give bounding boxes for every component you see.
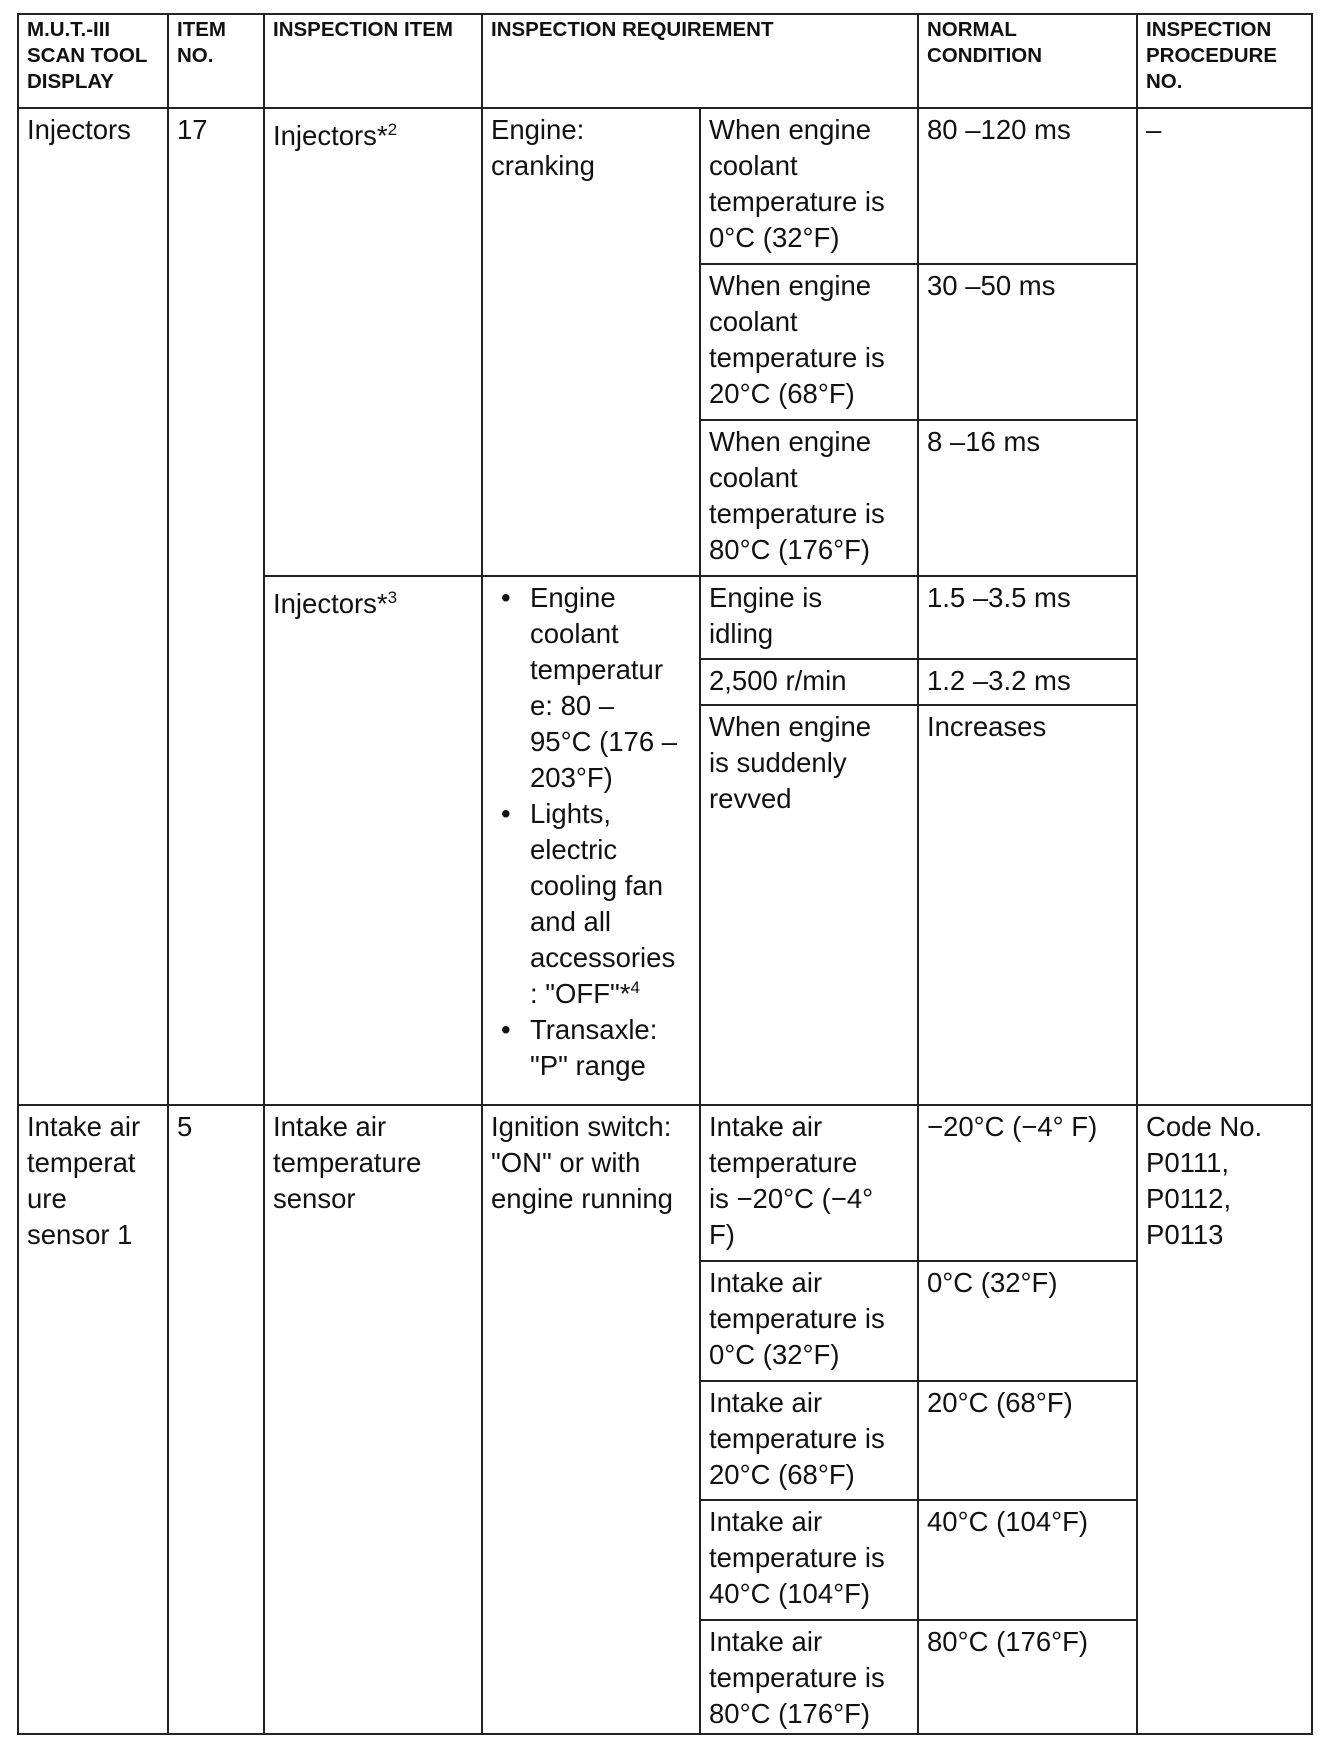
inspection-item-cell: Intake air temperature sensor (264, 1105, 482, 1734)
condition-cell: Intake air temperature is 80°C (176°F) (700, 1620, 918, 1734)
requirement-cell: Engine: cranking (482, 108, 700, 576)
item-no-cell: 5 (168, 1105, 264, 1734)
scan-tool-display-cell: Intake air temperat ure sensor 1 (18, 1105, 168, 1734)
normal-condition-cell: Increases (918, 705, 1137, 1105)
header-item-no: ITEM NO. (168, 14, 264, 108)
normal-condition-cell: 20°C (68°F) (918, 1381, 1137, 1500)
inspection-table (17, 13, 1313, 1735)
normal-condition-cell: 1.2 –3.2 ms (918, 659, 1137, 705)
header-inspection-item: INSPECTION ITEM (264, 14, 482, 108)
condition-cell: Intake air temperature is 0°C (32°F) (700, 1261, 918, 1381)
header-inspection-procedure: INSPECTION PROCEDURE NO. (1137, 14, 1312, 108)
requirement-cell: Ignition switch: "ON" or with engine running (482, 1105, 700, 1734)
requirement-list (491, 580, 691, 1084)
normal-condition-cell: 80°C (176°F) (918, 1620, 1137, 1734)
condition-cell: When engine coolant temperature is 20°C (68°F) (700, 264, 918, 420)
header-row (18, 14, 1312, 108)
condition-cell: Engine is idling (700, 576, 918, 659)
normal-condition-cell: 80 –120 ms (918, 108, 1137, 264)
normal-condition-cell: 0°C (32°F) (918, 1261, 1137, 1381)
normal-condition-cell: 1.5 –3.5 ms (918, 576, 1137, 659)
list-item: • Transaxle: "P" range (491, 1012, 691, 1084)
condition-cell: Intake air temperature is 40°C (104°F) (700, 1500, 918, 1620)
normal-condition-cell: −20°C (−4° F) (918, 1105, 1137, 1261)
inspection-item-cell: Injectors*$^3$ (264, 576, 482, 1105)
condition-cell: When engine coolant temperature is 80°C (176°F) (700, 420, 918, 576)
condition-cell: 2,500 r/min (700, 659, 918, 705)
procedure-cell: Code No. P0111, P0112, P0113 (1137, 1105, 1312, 1734)
scan-tool-display-cell: Injectors (18, 108, 168, 1105)
header-inspection-requirement: INSPECTION REQUIREMENT (482, 14, 918, 108)
inspection-item-cell: Injectors*$^2$ (264, 108, 482, 576)
procedure-cell: – (1137, 108, 1312, 1105)
condition-cell: When engine coolant temperature is 0°C (32°F) (700, 108, 918, 264)
table-row (18, 1105, 1312, 1261)
header-scan-tool-display: M.U.T.-III SCAN TOOL DISPLAY (18, 14, 168, 108)
normal-condition-cell: 8 –16 ms (918, 420, 1137, 576)
condition-cell: Intake air temperature is −20°C (−4° F) (700, 1105, 918, 1261)
table-row (18, 108, 1312, 264)
condition-cell: Intake air temperature is 20°C (68°F) (700, 1381, 918, 1500)
list-item: • Lights, electric cooling fan and all accessories : "OFF"*$^4$ (491, 796, 691, 1012)
list-item: • Engine coolant temperatur e: 80 – 95°C (176 – 203°F) (491, 580, 691, 796)
normal-condition-cell: 30 –50 ms (918, 264, 1137, 420)
header-normal-condition: NORMAL CONDITION (918, 14, 1137, 108)
condition-cell: When engine is suddenly revved (700, 705, 918, 1105)
requirement-cell (482, 576, 700, 1105)
normal-condition-cell: 40°C (104°F) (918, 1500, 1137, 1620)
item-no-cell: 17 (168, 108, 264, 1105)
